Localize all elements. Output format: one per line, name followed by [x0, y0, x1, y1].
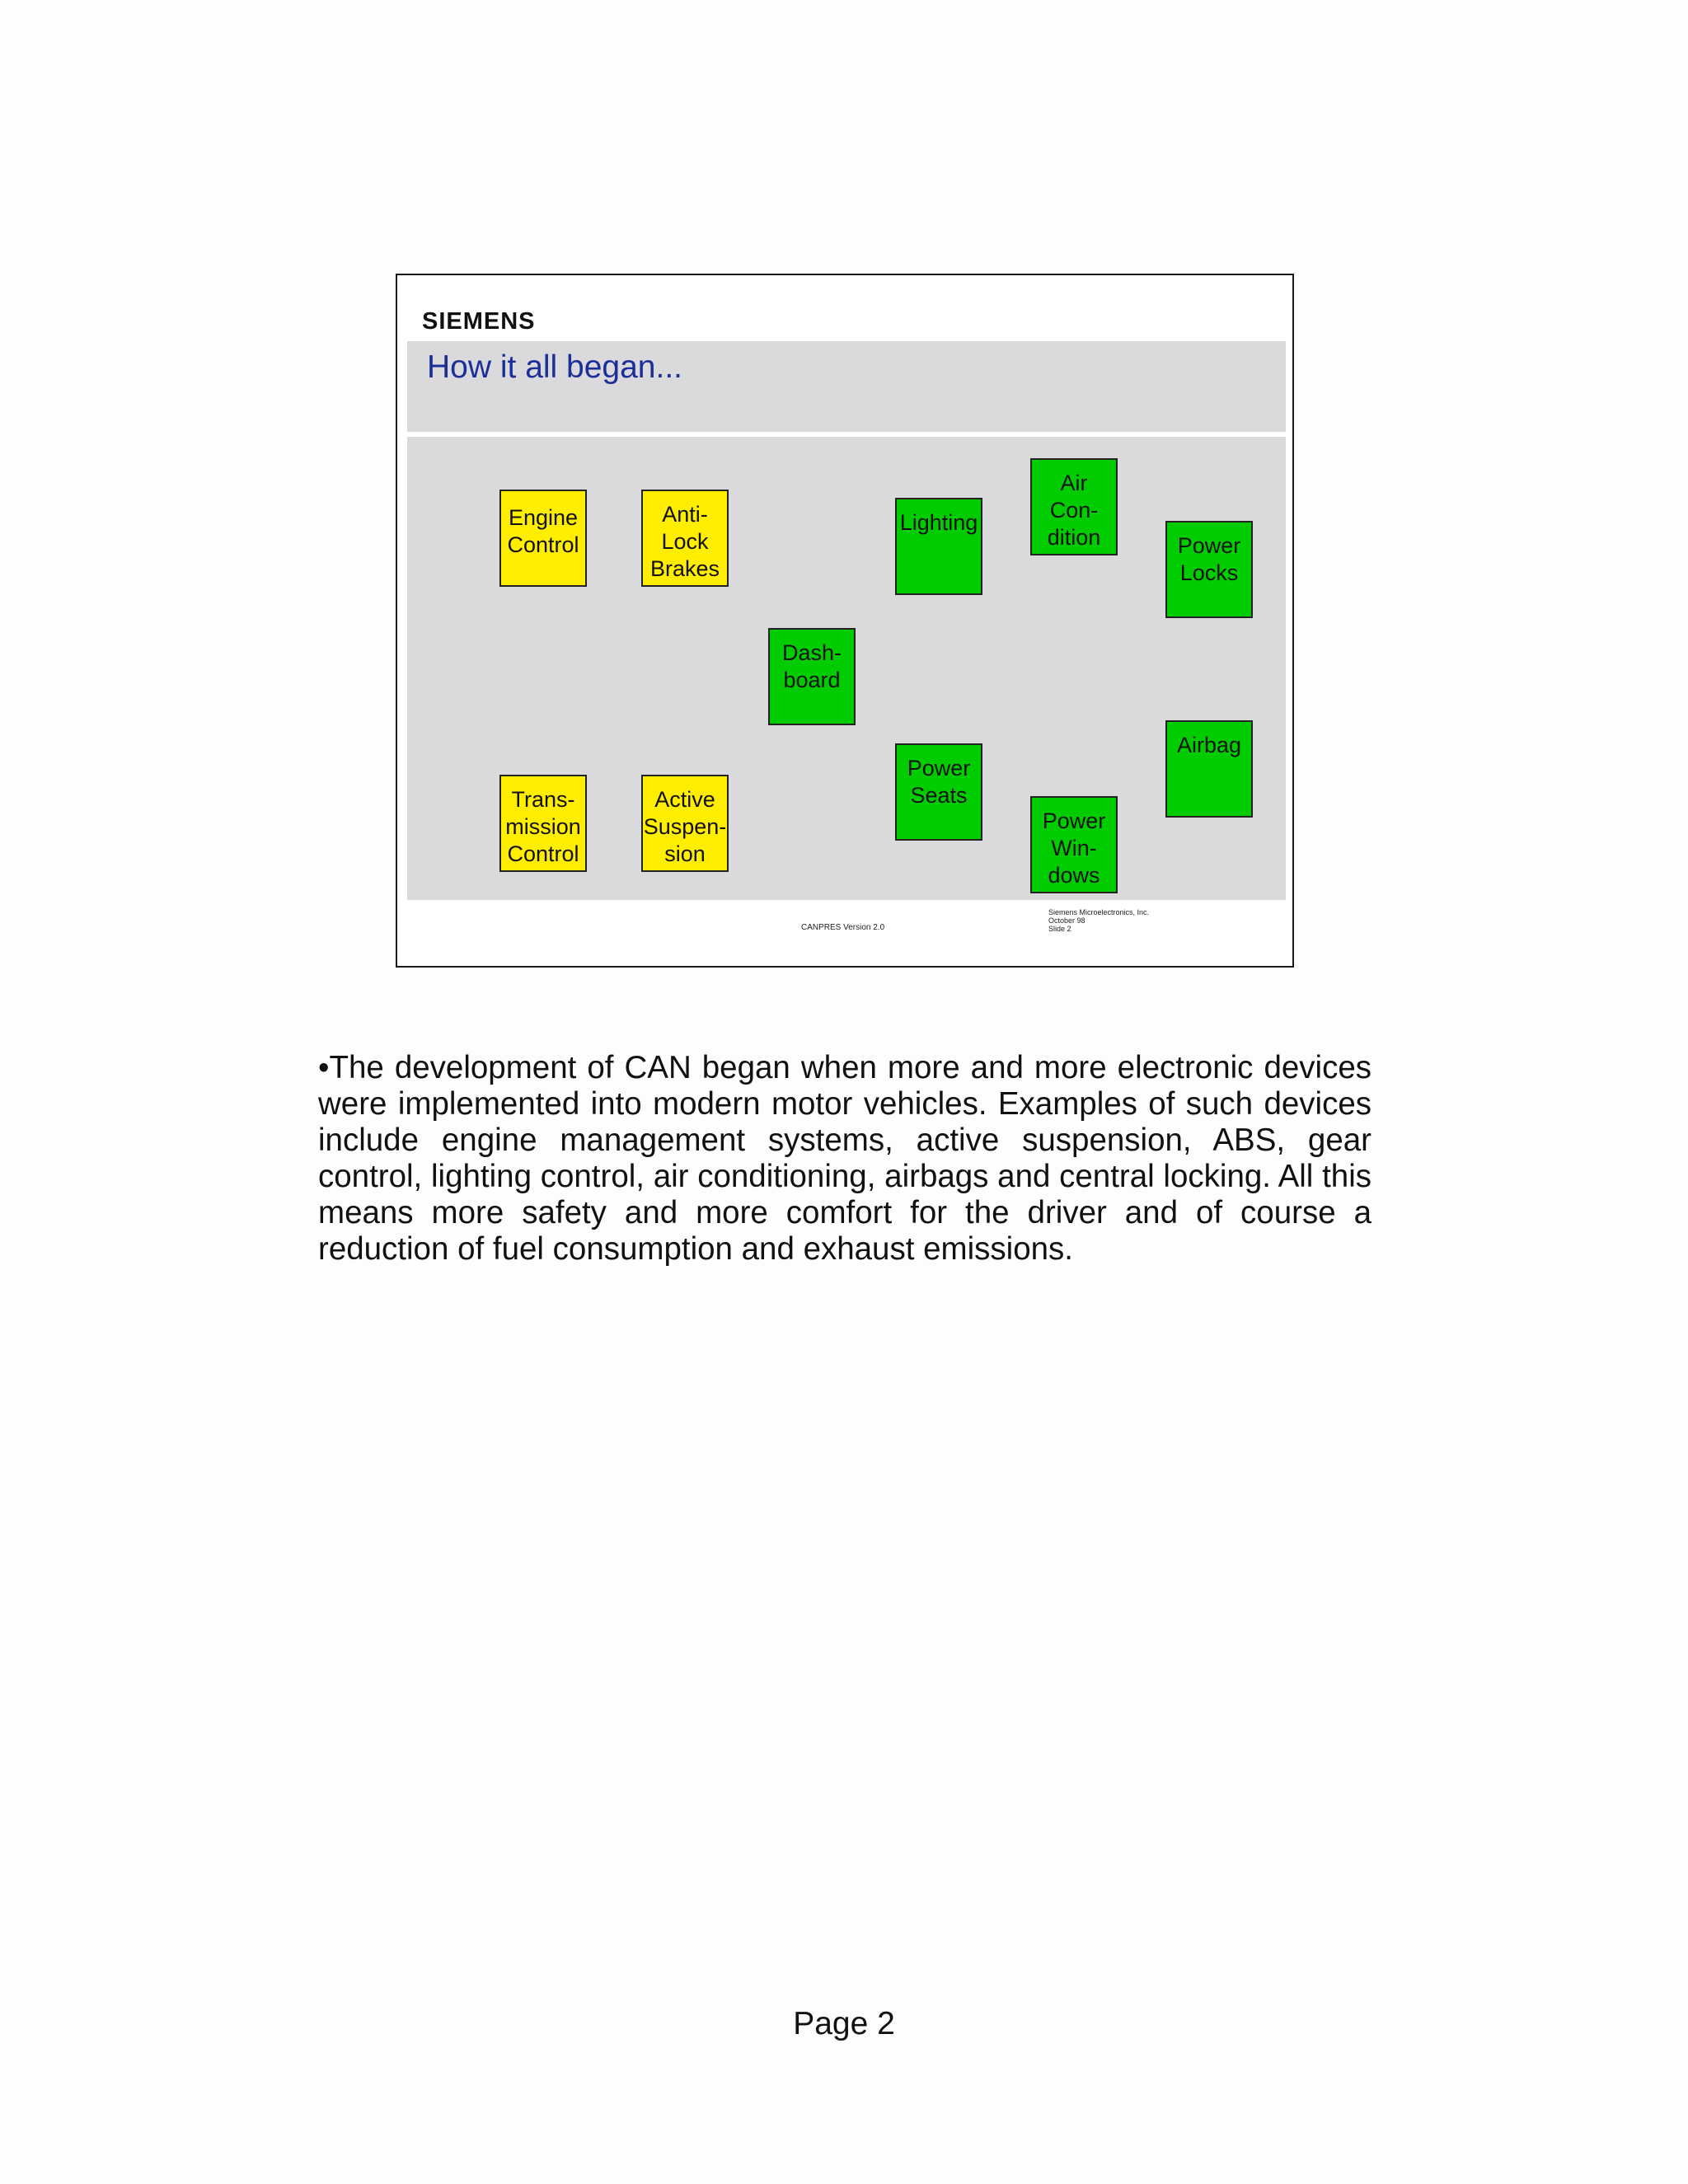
anti-lock-brakes-box: Anti- Lock Brakes	[641, 490, 729, 587]
title-band	[407, 341, 1286, 432]
power-windows-box: Power Win- dows	[1030, 796, 1118, 893]
footer-company: Siemens Microelectronics, Inc.	[1048, 908, 1150, 916]
active-suspension-box: Active Suspen- sion	[641, 775, 729, 872]
slide-footer-version: CANPRES Version 2.0	[801, 923, 885, 932]
page-number: Page 2	[793, 2006, 895, 2041]
air-condition-box: Air Con- dition	[1030, 458, 1118, 555]
slide-frame	[396, 274, 1294, 968]
engine-control-box: Engine Control	[499, 490, 587, 587]
power-locks-box: Power Locks	[1165, 521, 1253, 618]
content-band	[407, 437, 1286, 900]
dashboard-box: Dash- board	[768, 628, 856, 725]
transmission-control-box: Trans- mission Control	[499, 775, 587, 872]
siemens-logo: SIEMENS	[422, 308, 536, 335]
power-seats-box: Power Seats	[895, 743, 982, 841]
lighting-box: Lighting	[895, 498, 982, 595]
slide-footer-info	[1048, 908, 1149, 933]
footer-slide-number: Slide 2	[1048, 925, 1071, 933]
airbag-box: Airbag	[1165, 720, 1253, 818]
slide-title: How it all began...	[427, 349, 683, 385]
footer-date: October 98	[1048, 916, 1085, 925]
body-paragraph: •The development of CAN began when more and more electronic devices were implemented into modern motor vehicles. Examples of such devices include engine management systems, active suspension, ABS, gear control, lighting control, air conditioning, airbags and central locking. All this means more safety and more comfort for the driver and of course a reduction of fuel consumption and exhaust emissions.	[318, 1050, 1372, 1267]
